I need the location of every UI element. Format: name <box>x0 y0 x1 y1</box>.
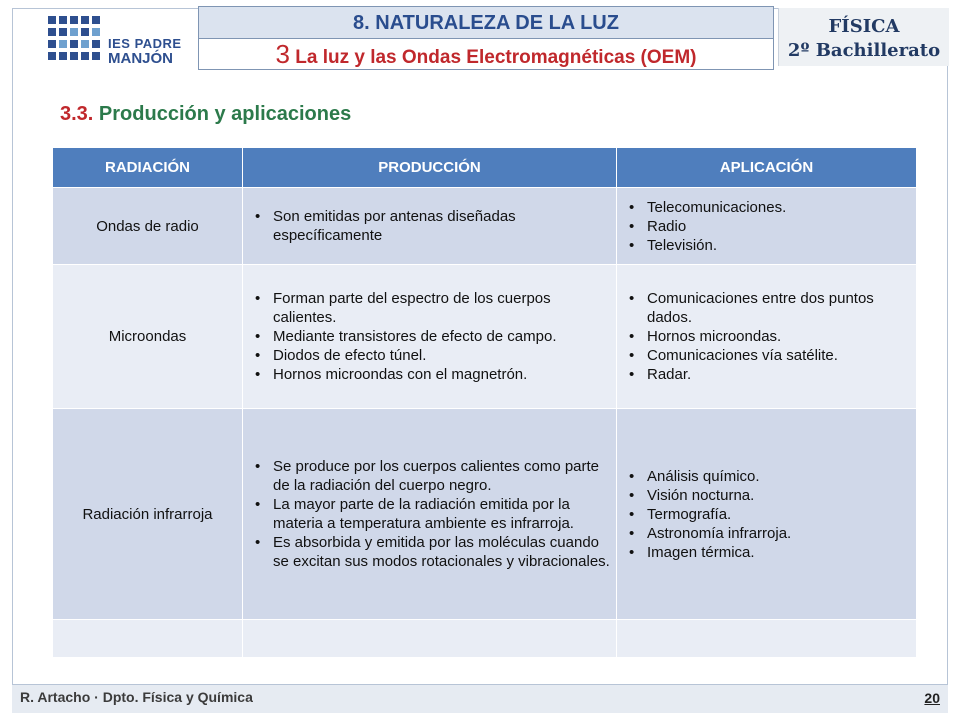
unit-title: 8. NATURALEZA DE LA LUZ <box>199 7 773 39</box>
production-cell <box>243 409 617 620</box>
list-item: • Radio <box>647 217 912 236</box>
list-item: • Son emitidas por antenas diseñadas específicamente <box>273 207 612 245</box>
subject-badge <box>778 8 949 66</box>
radiation-cell: Radiación infrarroja <box>53 409 243 620</box>
course-label: 2º Bachillerato <box>787 40 941 61</box>
production-list <box>247 289 612 384</box>
list-item: • Hornos microondas. <box>647 327 912 346</box>
radiation-cell: Ondas de radio <box>53 188 243 265</box>
list-item: • Comunicaciones entre dos puntos dados. <box>647 289 912 327</box>
topic-number: 3 <box>275 39 290 69</box>
list-item: • Se produce por los cuerpos calientes como parte de la radiación del cuerpo negro. <box>273 457 612 495</box>
footer-author: R. Artacho · Dpto. Física y Química <box>20 689 253 705</box>
production-cell <box>243 620 617 658</box>
table-row <box>53 188 917 265</box>
header-radiation: RADIACIÓN <box>53 148 243 188</box>
section-heading <box>60 103 351 126</box>
application-list <box>621 467 912 562</box>
list-item: • Imagen térmica. <box>647 543 912 562</box>
list-item: • Forman parte del espectro de los cuerpos calientes. <box>273 289 612 327</box>
logo-line-1: IES PADRE <box>108 36 182 51</box>
topic-title: La luz y las Ondas Electromagnéticas (OEM) <box>295 47 697 68</box>
logo-line-2: MANJÓN <box>108 50 174 67</box>
logo-text <box>108 36 182 66</box>
list-item: • Mediante transistores de efecto de campo. <box>273 327 612 346</box>
list-item: • Diodos de efecto túnel. <box>273 346 612 365</box>
radiation-table <box>52 147 917 658</box>
section-title: Producción y aplicaciones <box>98 103 352 125</box>
section-number: 3.3. <box>60 103 94 125</box>
subject-label: FÍSICA <box>828 16 900 37</box>
table-header-row <box>53 148 917 188</box>
table-row <box>53 409 917 620</box>
list-item: • Astronomía infrarroja. <box>647 524 912 543</box>
footer <box>12 684 948 713</box>
production-cell <box>243 265 617 409</box>
radiation-cell <box>53 620 243 658</box>
list-item: • Radar. <box>647 365 912 384</box>
application-cell <box>617 409 917 620</box>
ies-padre-manjon-logo-icon <box>46 14 104 66</box>
list-item: • Visión nocturna. <box>647 486 912 505</box>
production-list <box>247 207 612 245</box>
radiation-cell: Microondas <box>53 265 243 409</box>
header-production: PRODUCCIÓN <box>243 148 617 188</box>
list-item: • Análisis químico. <box>647 467 912 486</box>
application-list <box>621 289 912 384</box>
list-item: • Comunicaciones vía satélite. <box>647 346 912 365</box>
header-application: APLICACIÓN <box>617 148 917 188</box>
list-item: • Termografía. <box>647 505 912 524</box>
application-cell <box>617 620 917 658</box>
list-item: • Telecomunicaciones. <box>647 198 912 217</box>
list-item: • La mayor parte de la radiación emitida por la materia a temperatura ambiente es infrarroja. <box>273 495 612 533</box>
list-item: • Es absorbida y emitida por las moléculas cuando se excitan sus modos rotacionales y vibracionales. <box>273 533 612 571</box>
production-cell <box>243 188 617 265</box>
production-list <box>247 457 612 571</box>
list-item: • Televisión. <box>647 236 912 255</box>
topic-title-row <box>199 39 773 70</box>
application-list <box>621 198 912 255</box>
application-cell <box>617 188 917 265</box>
page-number: 20 <box>924 690 940 706</box>
table-row <box>53 620 917 658</box>
school-logo <box>46 14 186 68</box>
application-cell <box>617 265 917 409</box>
title-header <box>198 6 774 70</box>
list-item: • Hornos microondas con el magnetrón. <box>273 365 612 384</box>
table-row <box>53 265 917 409</box>
